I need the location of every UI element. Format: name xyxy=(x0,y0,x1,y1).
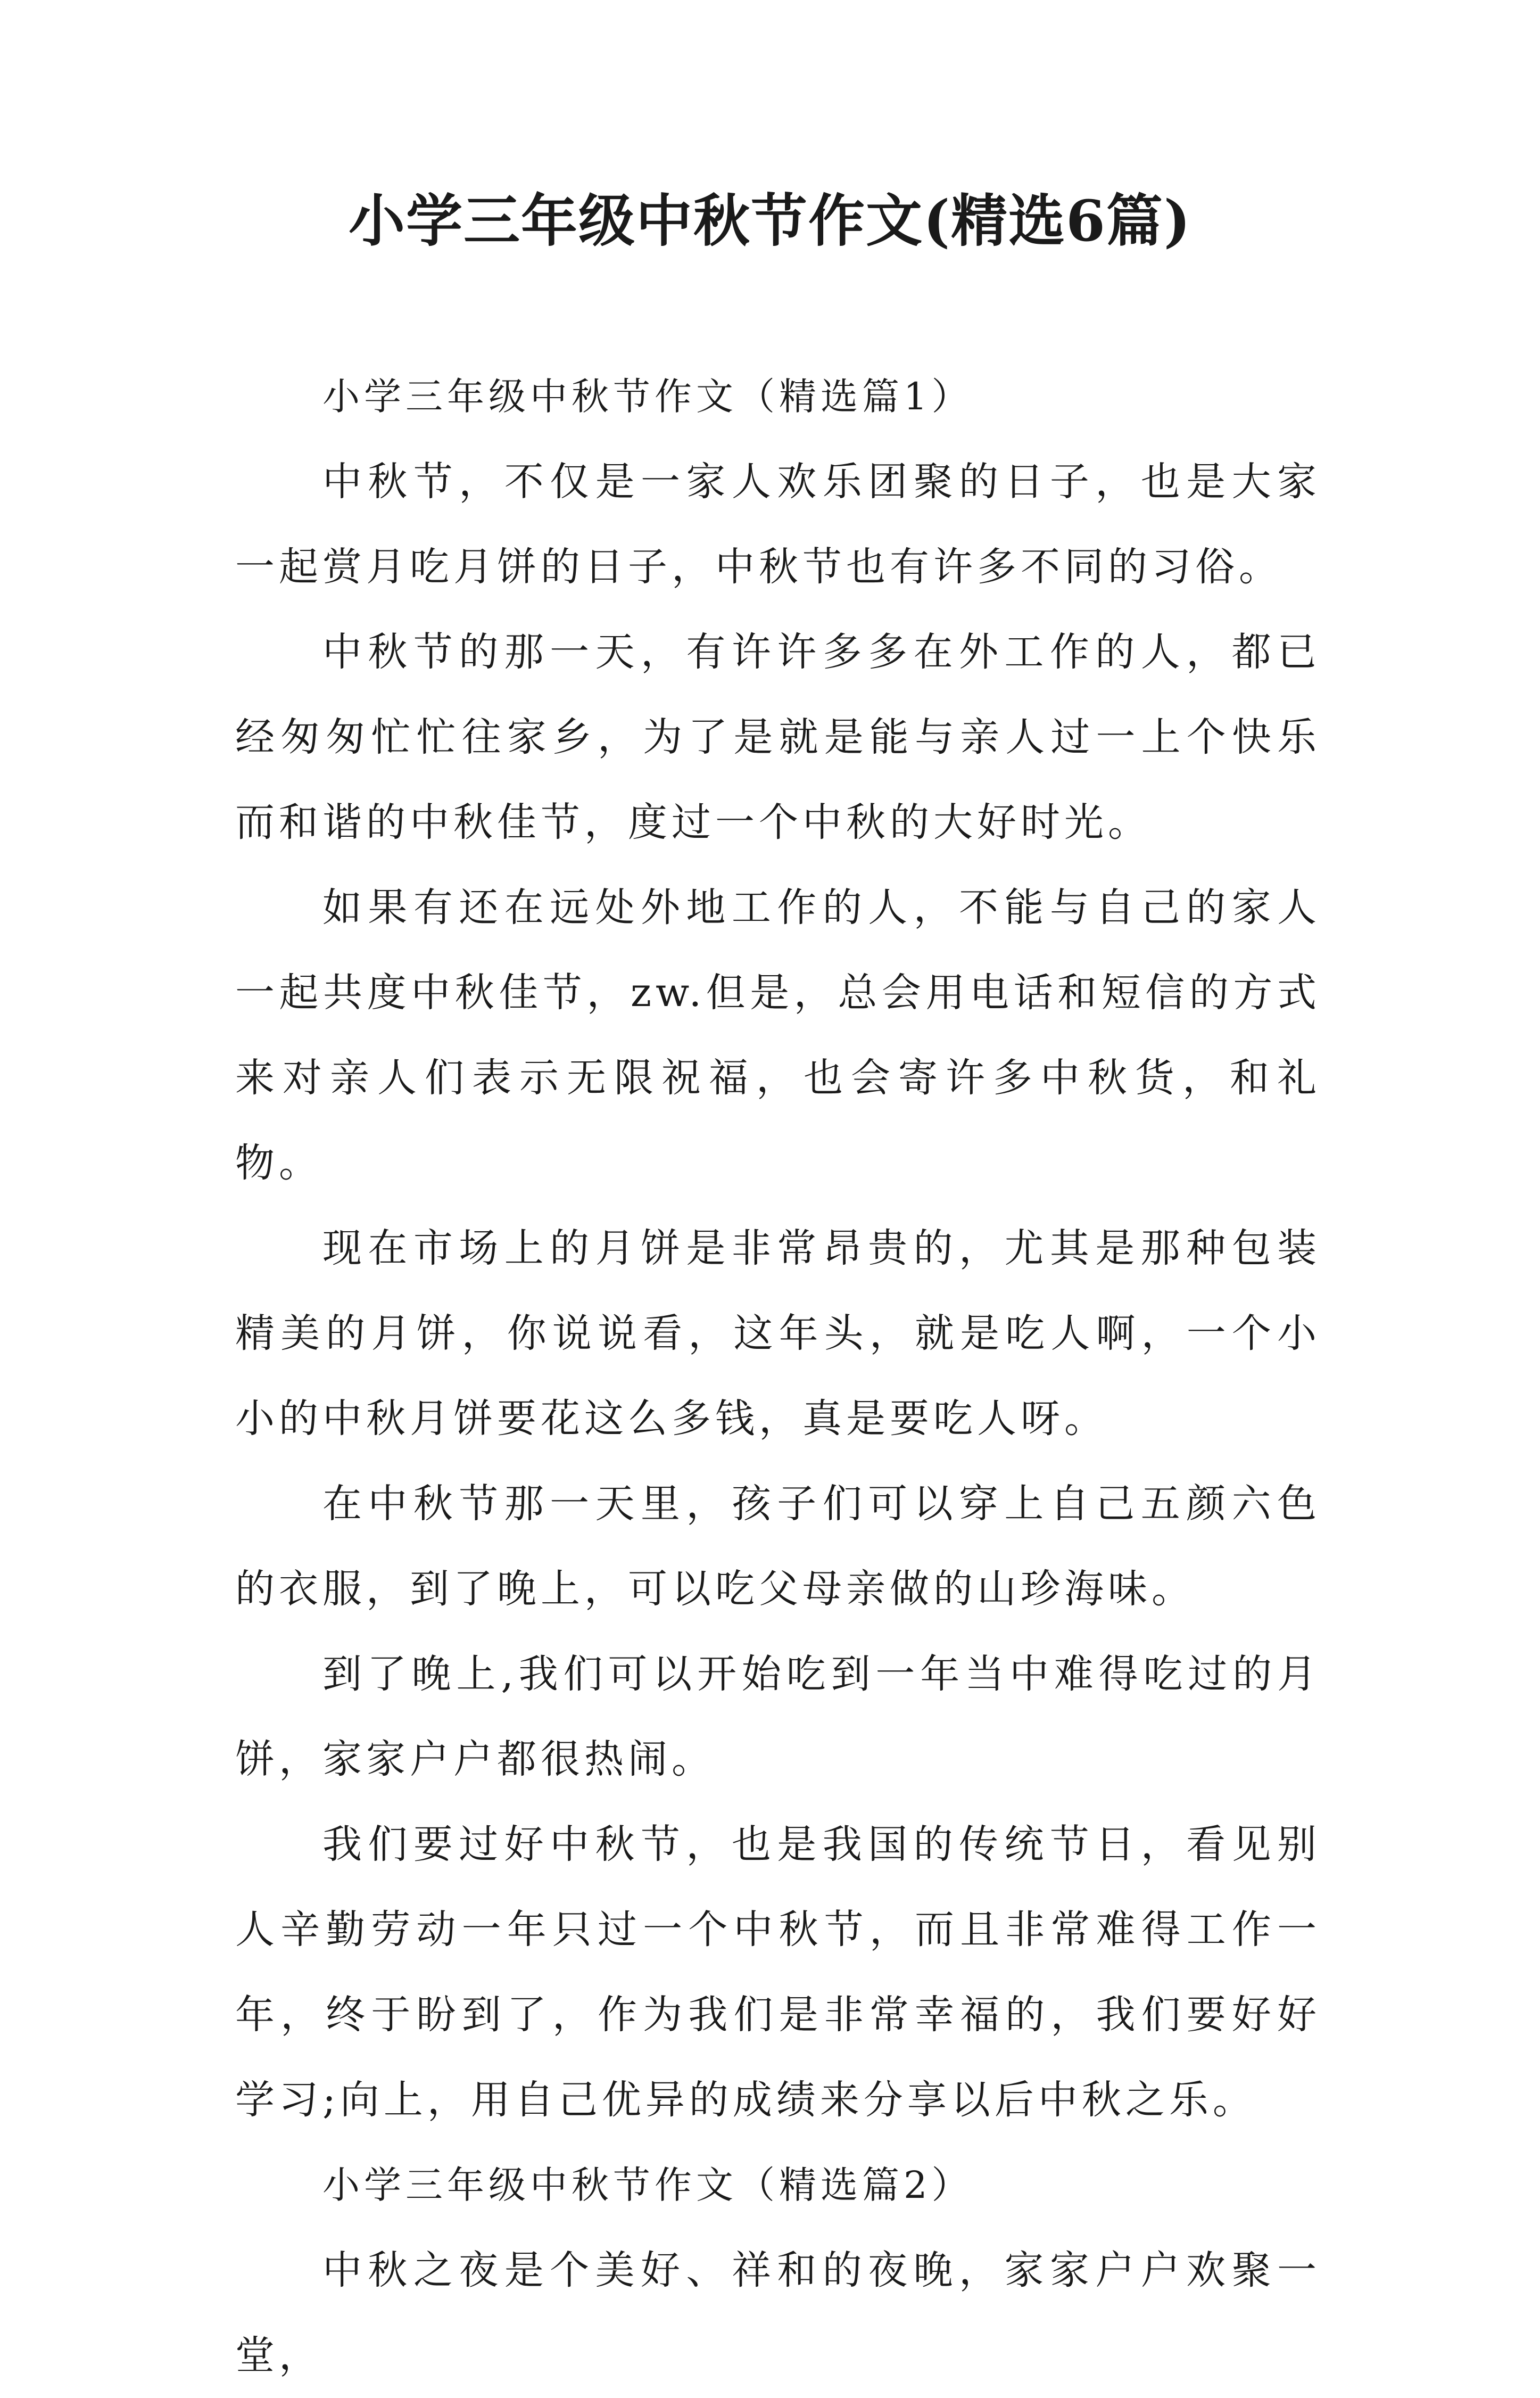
paragraph: 现在市场上的月饼是非常昂贵的，尤其是那种包装精美的月饼，你说说看，这年头，就是吃人啊，一个小小的中秋月饼要花这么多钱，真是要吃人呀。 xyxy=(235,1225,1321,1441)
section-heading: 小学三年级中秋节作文（精选篇2） xyxy=(322,2163,973,2207)
paragraph: 中秋之夜是个美好、祥和的夜晚，家家户户欢聚一堂， xyxy=(235,2247,1321,2378)
paragraph: 我们要过好中秋节，也是我国的传统节日，看见别人辛勤劳动一年只过一个中秋节，而且非常难得工作一年，终于盼到了，作为我们是非常幸福的，我们要好好学习;向上，用自己优异的成绩来分享以后中秋之乐。 xyxy=(235,1822,1321,2123)
document-body xyxy=(235,354,1321,2398)
paragraph: 中秋节，不仅是一家人欢乐团聚的日子，也是大家一起赏月吃月饼的日子，中秋节也有许多不同的习俗。 xyxy=(235,459,1321,590)
paragraph: 中秋节的那一天，有许许多多在外工作的人，都已经匆匆忙忙往家乡，为了是就是能与亲人过一上个快乐而和谐的中秋佳节，度过一个中秋的大好时光。 xyxy=(235,629,1321,845)
paragraph: 在中秋节那一天里，孩子们可以穿上自己五颜六色的衣服，到了晚上，可以吃父母亲做的山珍海味。 xyxy=(235,1481,1321,1612)
document-title: 小学三年级中秋节作文(精选6篇) xyxy=(348,187,1192,254)
paragraph: 到了晚上,我们可以开始吃到一年当中难得吃过的月饼，家家户户都很热闹。 xyxy=(235,1651,1321,1782)
paragraph: 如果有还在远处外地工作的人，不能与自己的家人一起共度中秋佳节，zw.但是，总会用电话和短信的方式来对亲人们表示无限祝福，也会寄许多中秋货，和礼物。 xyxy=(235,885,1321,1186)
section-heading: 小学三年级中秋节作文（精选篇1） xyxy=(322,375,973,418)
